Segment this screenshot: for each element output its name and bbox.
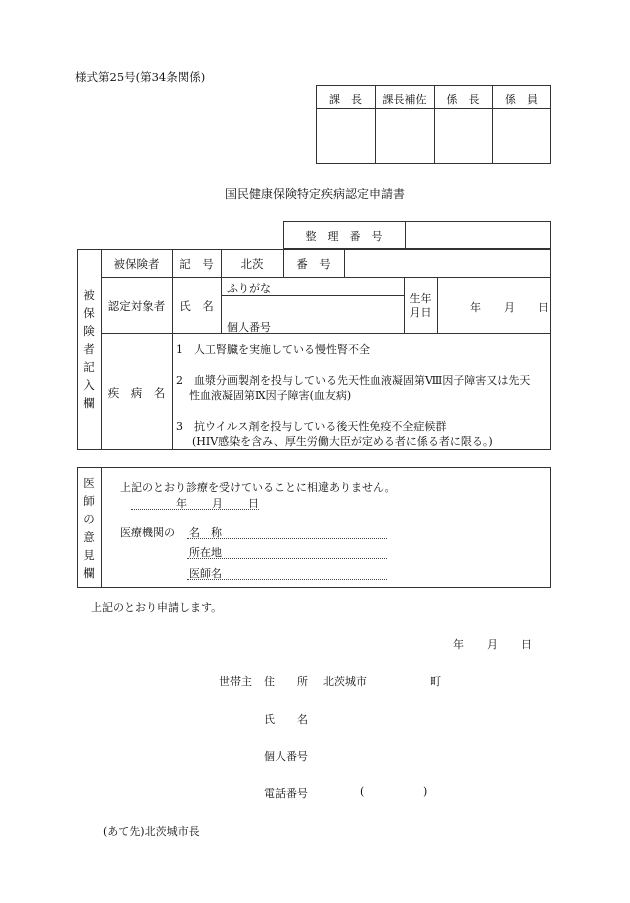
institution-address-line	[187, 558, 387, 559]
application-month: 月	[487, 638, 498, 651]
kigo-value: 北茨	[240, 257, 264, 271]
shimei-label: 氏 名	[179, 299, 214, 313]
seiri-label: 整 理 番 号	[305, 230, 383, 243]
doctor-date-day: 日	[248, 497, 259, 510]
disease-item-2-cont: 性血液凝固第Ⅸ因子障害(血友病)	[189, 389, 352, 402]
address-value: 北茨城市	[323, 675, 367, 688]
doctor-side-label: 医 師 の 意 見 欄	[83, 476, 95, 580]
kigo-label: 記 号	[179, 257, 214, 271]
approval-header-kachohosa: 課長補佐	[382, 93, 427, 106]
page-title: 国民健康保険特定疾病認定申請書	[224, 187, 405, 201]
col-line	[437, 277, 438, 333]
applicant-name-label: 氏 名	[264, 713, 308, 726]
institution-name-line	[187, 538, 387, 539]
address-town-suffix: 町	[430, 675, 441, 688]
form-number: 様式第25号(第34条関係)	[75, 70, 206, 84]
phone-paren-close: )	[423, 785, 428, 798]
applicant-phone-label: 電話番号	[264, 787, 308, 800]
disease-item-2: 2 血漿分画製剤を投与している先天性血液凝固第Ⅷ因子障害又は先天	[176, 374, 531, 387]
date-dotted-line	[131, 509, 259, 510]
hihokensha-label: 被保険者	[113, 257, 160, 271]
institution-name-label: 名 称	[189, 526, 222, 539]
birth-day: 日	[538, 301, 549, 314]
applicant-kojin-label: 個人番号	[264, 750, 308, 763]
approval-header-kakaricho: 係 長	[446, 93, 480, 106]
col-line	[344, 249, 345, 277]
birth-year: 年	[470, 301, 481, 314]
bango-label: 番 号	[296, 257, 331, 271]
doctor-date-year: 年	[176, 497, 187, 510]
doctor-side-divider	[101, 467, 102, 588]
doctor-date-month: 月	[212, 497, 223, 510]
institution-label: 医療機関の	[120, 526, 175, 539]
application-year: 年	[453, 638, 464, 651]
insured-side-divider	[101, 249, 102, 450]
phone-paren-open: (	[360, 785, 365, 798]
householder-label: 世帯主	[219, 675, 252, 688]
col-line	[172, 333, 173, 450]
doctor-statement: 上記のとおり診療を受けていることに相違ありません。	[120, 481, 396, 494]
birth-label-line2: 月日	[409, 306, 432, 319]
row-line	[101, 277, 551, 278]
application-statement: 上記のとおり申請します。	[91, 601, 223, 614]
application-day: 日	[521, 638, 532, 651]
disease-label: 疾 病 名	[107, 386, 166, 400]
birth-month: 月	[504, 301, 515, 314]
seiri-divider	[405, 221, 406, 249]
doctor-name-line	[187, 579, 387, 580]
insured-side-label: 被 保 険 者 記 入 欄	[83, 288, 95, 410]
furigana-label: ふりがな	[227, 282, 271, 295]
birth-label-line1: 生年	[409, 292, 432, 305]
address-label: 住 所	[264, 675, 308, 688]
institution-address-label: 所在地	[189, 546, 222, 559]
disease-item-3: 3 抗ウイルス剤を投与している後天性免疫不全症候群	[176, 420, 447, 433]
approval-header-kakariin: 係 員	[505, 93, 538, 106]
doctor-name-label: 医師名	[189, 567, 222, 580]
approval-header-kacho: 課 長	[329, 93, 362, 106]
birth-label	[404, 292, 437, 320]
disease-item-3-note: (HIV感染を含み、厚生労働大臣が定める者に係る者に限る。)	[192, 435, 493, 448]
kojin-bango-label: 個人番号	[227, 321, 271, 334]
disease-item-1: 1 人工腎臓を実施している慢性腎不全	[176, 343, 370, 356]
row-line	[101, 333, 551, 334]
nintei-label: 認定対象者	[107, 299, 166, 313]
addressee: (あて先)北茨城市長	[103, 825, 200, 838]
